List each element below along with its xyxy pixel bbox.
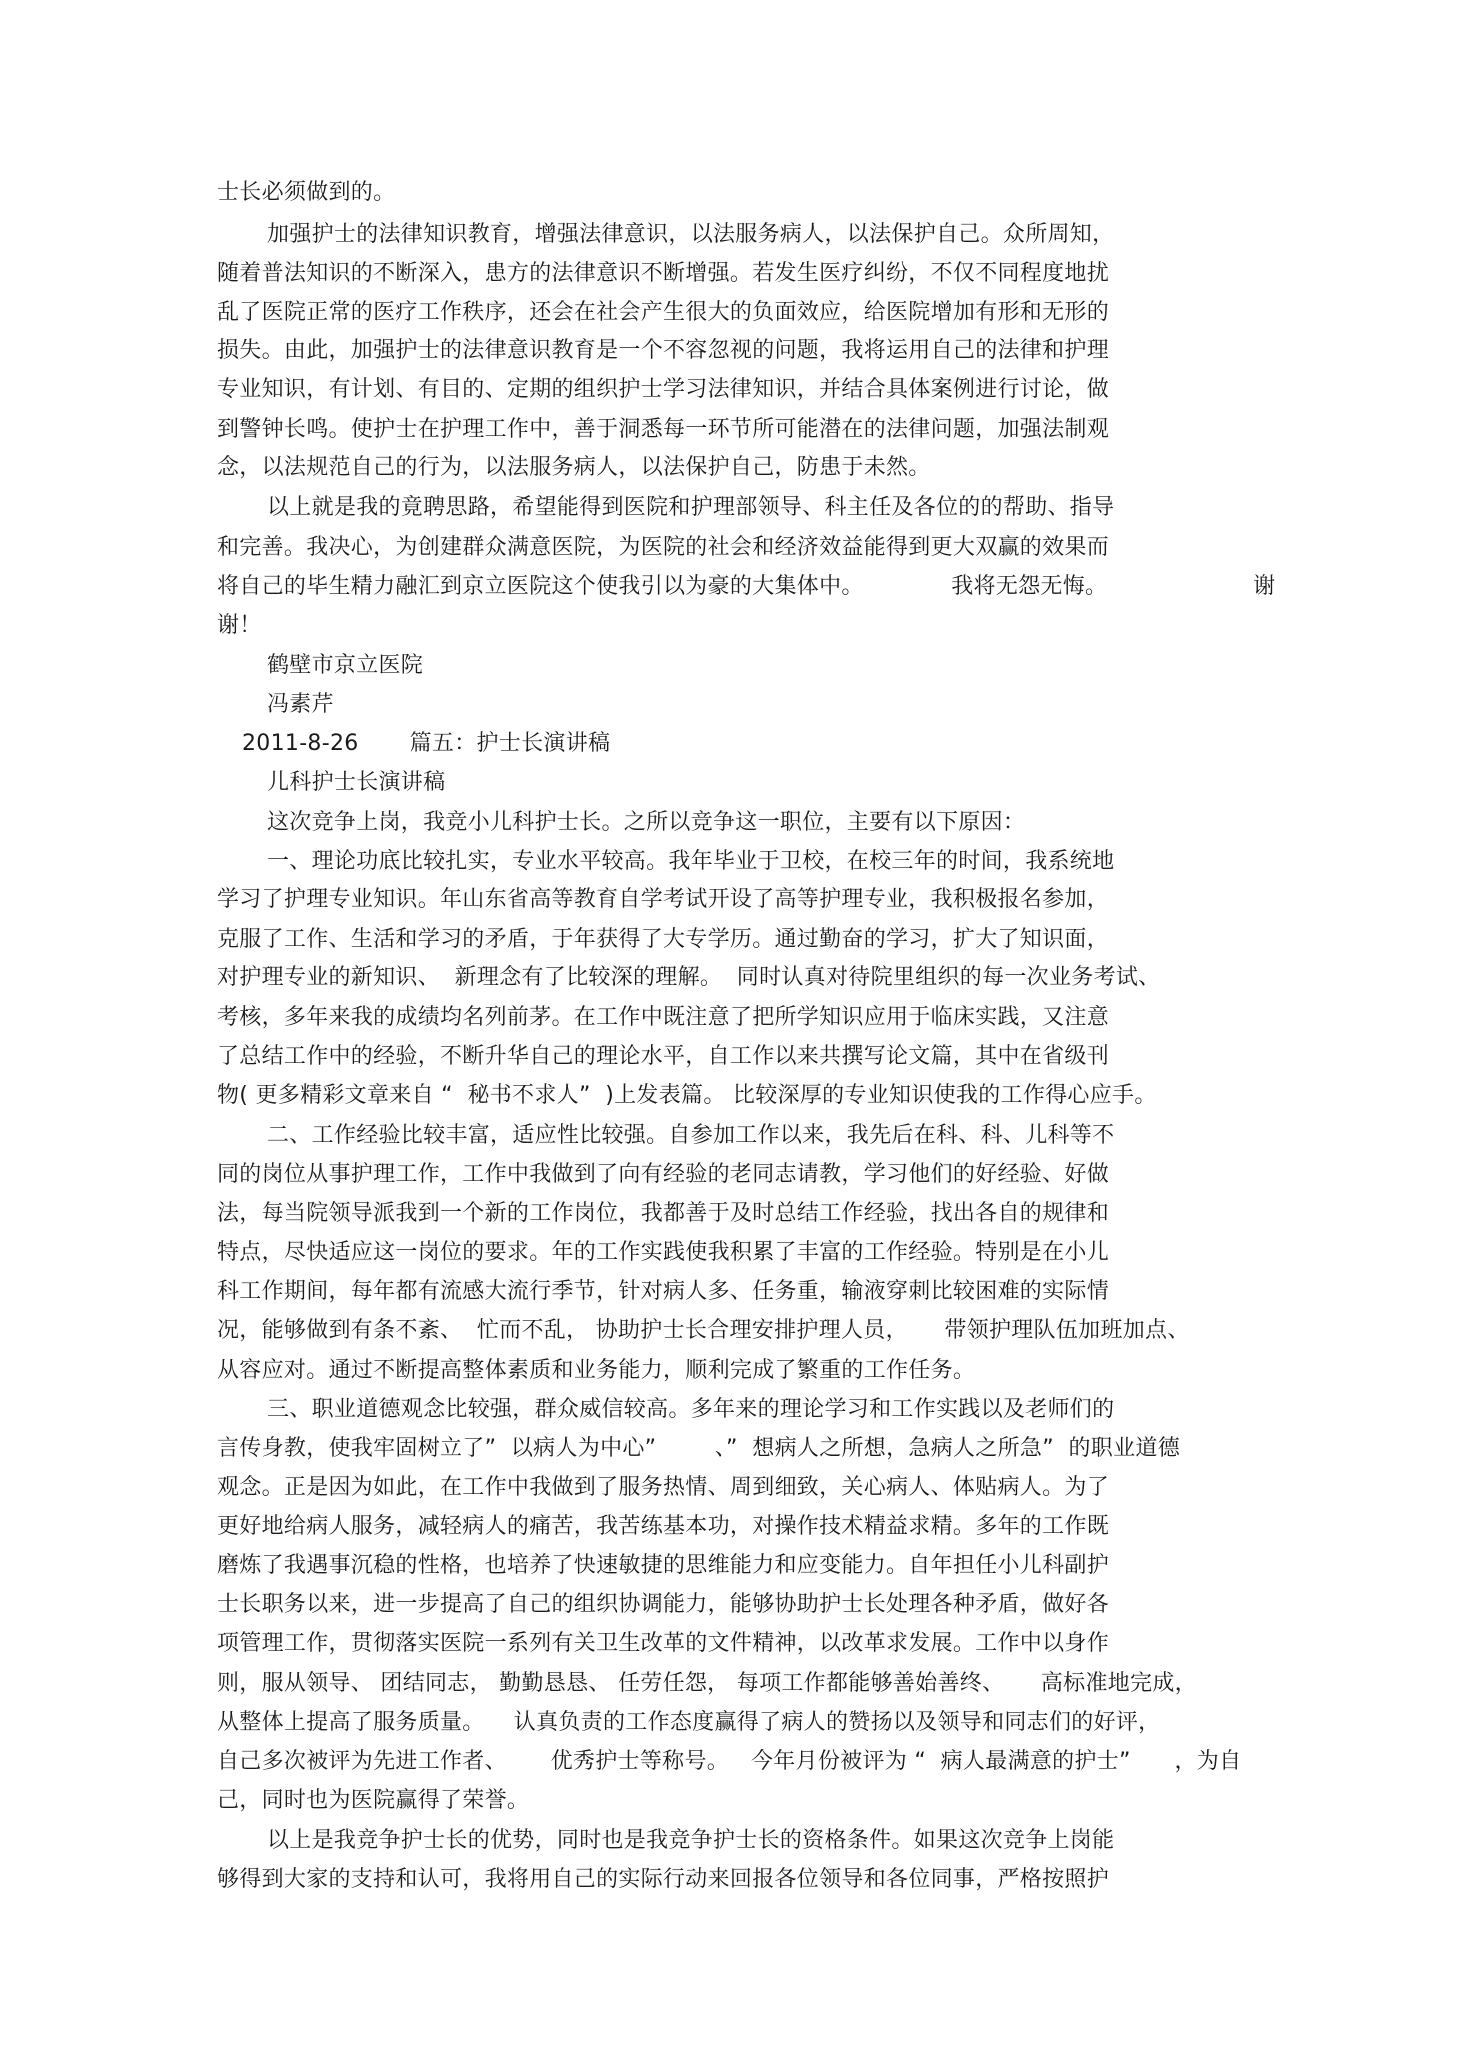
text-line: 够得到大家的支持和认可，我将用自己的实际行动来回报各位领导和各位同事，严格按照护 bbox=[217, 1867, 1110, 1892]
text-line: 从容应对。通过不断提高整体素质和业务能力，顺利完成了繁重的工作任务。 bbox=[217, 1358, 976, 1383]
text-line: 士长必须做到的。 bbox=[217, 180, 396, 205]
text-line: 随着普法知识的不断深入，患方的法律意识不断增强。若发生医疗纠纷，不仅不同程度地扰 bbox=[217, 261, 1110, 286]
text-line: 己，同时也为医院赢得了荣誉。 bbox=[217, 1788, 530, 1813]
text-line: 更好地给病人服务，减轻病人的痛苦，我苦练基本功，对操作技术精益求精。多年的工作既 bbox=[217, 1514, 1110, 1539]
text-line: 将自己的毕生精力融汇到京立医院这个使我引以为豪的大集体中。 我将无怨无悔。 谢 bbox=[217, 574, 1276, 599]
text-line: 念，以法规范自己的行为，以法服务病人，以法保护自己，防患于未然。 bbox=[217, 455, 931, 480]
text-line: 二、工作经验比较丰富，适应性比较强。自参加工作以来，我先后在科、科、儿科等不 bbox=[267, 1123, 1115, 1148]
text-line: 言传身教，使我牢固树立了” 以病人为中心” 、” 想病人之所想，急病人之所急” 的职业道德 bbox=[217, 1436, 1180, 1461]
text-line: 和完善。我决心，为创建群众满意医院，为医院的社会和经济效益能得到更大双赢的效果而 bbox=[217, 535, 1110, 560]
text-line: 克服了工作、生活和学习的矛盾，于年获得了大专学历。通过勤奋的学习，扩大了知识面， bbox=[217, 927, 1110, 952]
text-line: 三、职业道德观念比较强，群众威信较高。多年来的理论学习和工作实践以及老师们的 bbox=[267, 1397, 1115, 1422]
text-line: 损失。由此，加强护士的法律意识教育是一个不容忽视的问题，我将运用自己的法律和护理 bbox=[217, 338, 1110, 363]
text-line: 鹤壁市京立医院 bbox=[267, 653, 424, 678]
text-line: 以上是我竞争护士长的优势，同时也是我竞争护士长的资格条件。如果这次竞争上岗能 bbox=[267, 1828, 1115, 1853]
text-line: 专业知识，有计划、有目的、定期的组织护士学习法律知识，并结合具体案例进行讨论，做 bbox=[217, 377, 1110, 402]
text-line: 观念。正是因为如此，在工作中我做到了服务热情、周到细致，关心病人、体贴病人。为了 bbox=[217, 1475, 1110, 1500]
text-line: 士长职务以来，进一步提高了自己的组织协调能力，能够协助护士长处理各种矛盾，做好各 bbox=[217, 1592, 1110, 1617]
text-line: 科工作期间，每年都有流感大流行季节，针对病人多、任务重，输液穿刺比较困难的实际情 bbox=[217, 1279, 1110, 1304]
text-line: 学习了护理专业知识。年山东省高等教育自学考试开设了高等护理专业，我积极报名参加， bbox=[217, 887, 1110, 912]
text-line: 项管理工作，贯彻落实医院一系列有关卫生改革的文件精神，以改革求发展。工作中以身作 bbox=[217, 1631, 1110, 1656]
text-line: 谢！ bbox=[217, 613, 262, 638]
text-line: 则，服从领导、 团结同志， 勤勤恳恳、 任劳任怨， 每项工作都能够善始善终、 高标准地完成， bbox=[217, 1671, 1197, 1696]
text-line: 到警钟长鸣。使护士在护理工作中，善于洞悉每一环节所可能潜在的法律问题，加强法制观 bbox=[217, 417, 1110, 442]
text-line: 法，每当院领导派我到一个新的工作岗位，我都善于及时总结工作经验，找出各自的规律和 bbox=[217, 1201, 1110, 1226]
text-line: 儿科护士长演讲稿 bbox=[267, 770, 446, 795]
text-line: 考核，多年来我的成绩均名列前茅。在工作中既注意了把所学知识应用于临床实践，又注意 bbox=[217, 1005, 1110, 1030]
text-line: 磨炼了我遇事沉稳的性格，也培养了快速敏捷的思维能力和应变能力。自年担任小儿科副护 bbox=[217, 1553, 1110, 1578]
text-line: 一、理论功底比较扎实，专业水平较高。我年毕业于卫校，在校三年的时间，我系统地 bbox=[267, 849, 1115, 874]
text-line: 冯素芹 bbox=[267, 692, 334, 717]
text-line: 物( 更多精彩文章来自 “ 秘书不求人” )上发表篇。 比较深厚的专业知识使我的工作得心应手。 bbox=[217, 1083, 1157, 1108]
text-line: 自己多次被评为先进工作者、 优秀护士等称号。 今年月份被评为 “ 病人最满意的护士” ，为自 bbox=[217, 1749, 1242, 1774]
text-line: 以上就是我的竟聘思路，希望能得到医院和护理部领导、科主任及各位的的帮助、指导 bbox=[267, 495, 1115, 520]
text-line: 况，能够做到有条不紊、 忙而不乱， 协助护士长合理安排护理人员， 带领护理队伍加班加点、 bbox=[217, 1318, 1190, 1343]
text-line: 这次竞争上岗，我竞小儿科护士长。之所以竞争这一职位，主要有以下原因： bbox=[267, 810, 1026, 835]
text-line: 同的岗位从事护理工作，工作中我做到了向有经验的老同志请教，学习他们的好经验、好做 bbox=[217, 1162, 1110, 1187]
text-line: 加强护士的法律知识教育，增强法律意识，以法服务病人，以法保护自己。众所周知， bbox=[267, 222, 1115, 247]
text-line: 2011-8-26 篇五：护士长演讲稿 bbox=[242, 731, 611, 756]
text-line: 特点，尽快适应这一岗位的要求。年的工作实践使我积累了丰富的工作经验。特别是在小儿 bbox=[217, 1240, 1110, 1265]
text-line: 从整体上提高了服务质量。 认真负责的工作态度赢得了病人的赞扬以及领导和同志们的好评， bbox=[217, 1710, 1161, 1735]
text-line: 了总结工作中的经验，不断升华自己的理论水平，自工作以来共撰写论文篇，其中在省级刊 bbox=[217, 1044, 1110, 1069]
text-line: 乱了医院正常的医疗工作秩序，还会在社会产生很大的负面效应，给医院增加有形和无形的 bbox=[217, 300, 1110, 325]
text-line: 对护理专业的新知识、 新理念有了比较深的理解。 同时认真对待院里组织的每一次业务考试、 bbox=[217, 965, 1161, 990]
